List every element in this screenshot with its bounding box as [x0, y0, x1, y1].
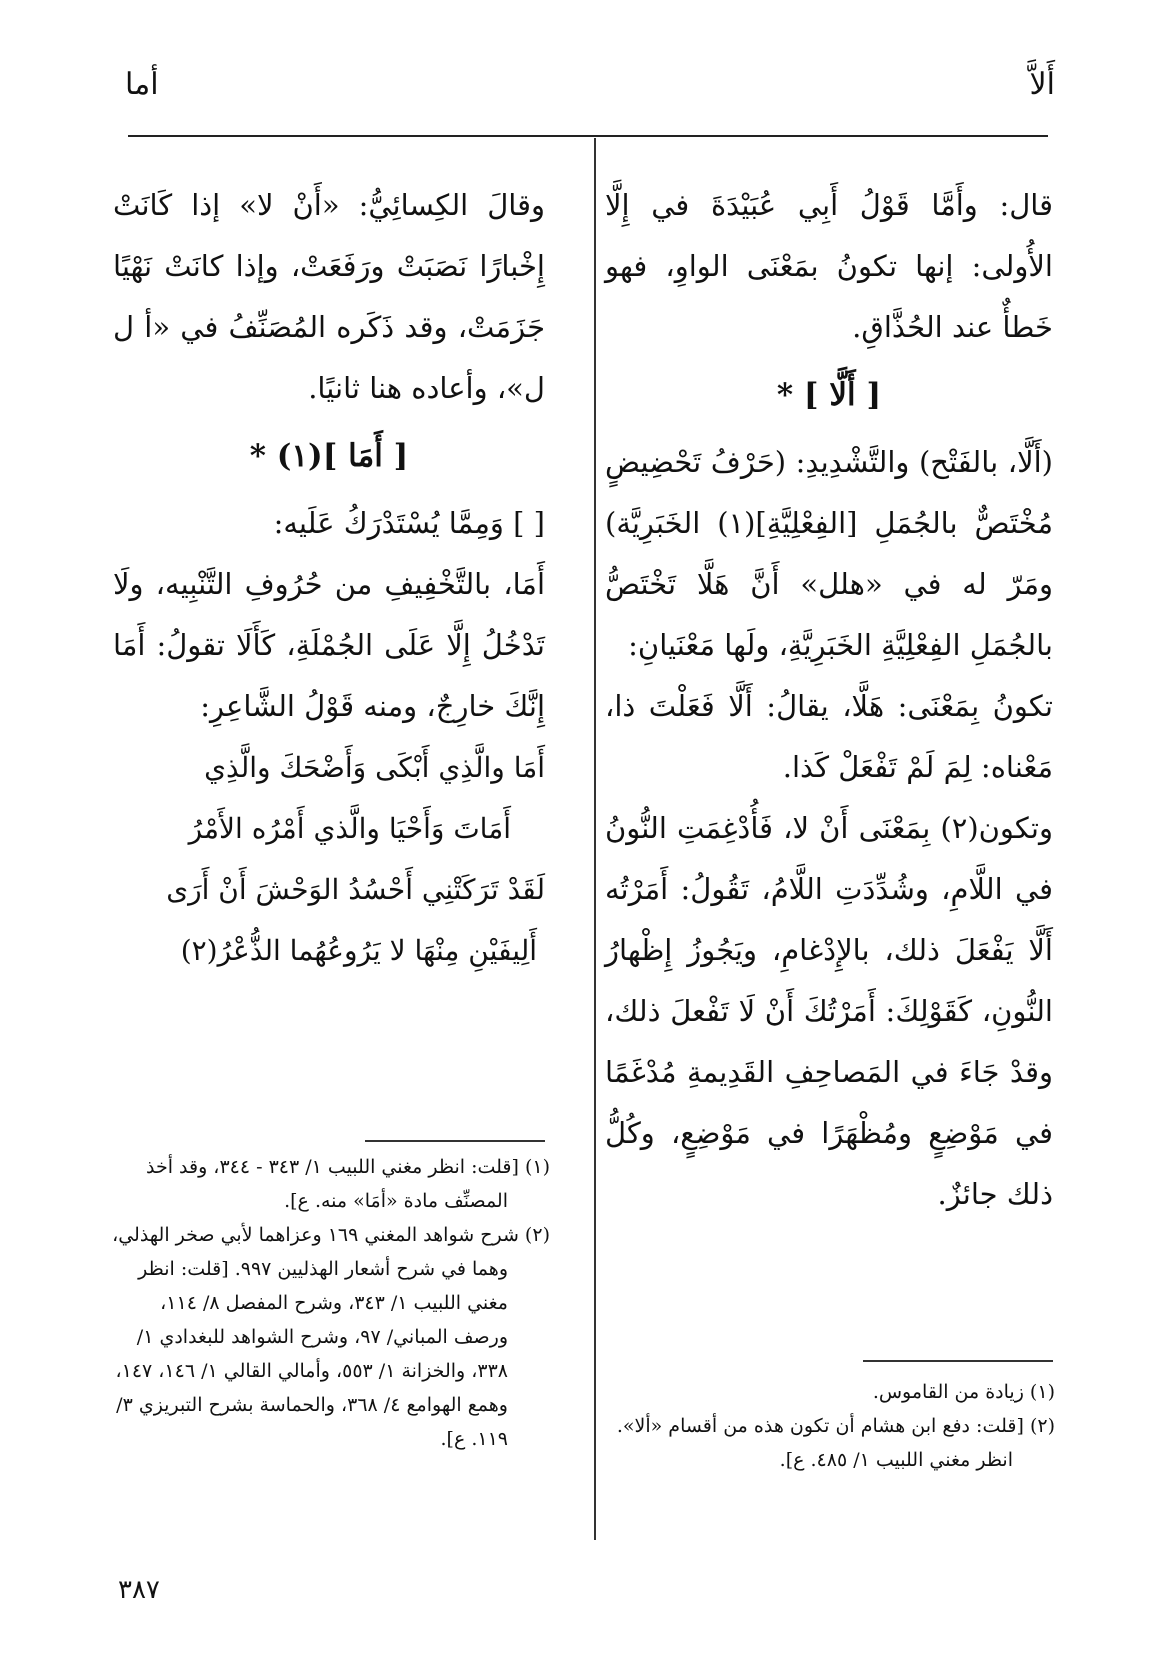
left-intro-paragraph: وقالَ الكِسائِيُّ: «أَنْ لا» إذا كَانَتْ إِخْبارًا نَصَبَتْ ورَفَعَتْ، وإذا كانَتْ نَهْيًا جَزَمَتْ، وقد ذَكَره المُصَنِّفُ في «أ ل ل»، وأعاده هنا ثانيًا. — [113, 188, 545, 405]
footnote: (١) زيادة من القاموس. — [872, 1381, 1055, 1403]
verse-line-1: أَمَا والَّذِي أَبْكَى وَأَضْحَكَ والَّذِي — [204, 751, 545, 784]
verse-line-2: أَمَاتَ وَأَحْيَا والَّذي أَمْرُه الأَمْرُ — [188, 812, 511, 845]
entry-heading-ama: [ أَمَا ](١) * — [249, 438, 409, 474]
right-paragraph-3: وتكون(٢) بِمَعْنَى أَنْ لا، فَأُدْغِمَتِ النُّونُ في اللَّامِ، وشُدِّدَتِ اللَّامُ، تَقُولُ: أَمَرْتُه أَلَّا يَفْعَلَ ذلك، بالإِدْغامِ، ويَجُوزُ إِظْهارُ النُّونِ، كَقَوْلِكَ: أَمَرْتُكَ أَنْ لَا تَفْعلَ ذلك، وقدْ جَاءَ في المَصاحِفِ القَدِيمةِ مُدْغَمًا في مَوْضِعٍ ومُظْهَرًا في مَوْضِعٍ، وكُلُّ ذلك جائزٌ. — [605, 811, 1053, 1211]
left-column — [113, 175, 545, 981]
right-paragraph-2: تكونُ بِمَعْنَى: هَلَّا، يقالُ: أَلَّا فَعَلْتَ ذا، مَعْناه: لِمَ لَمْ تَفْعَلْ كَذا. — [605, 689, 1053, 784]
right-paragraph-1: (أَلَّا، بالفَتْح) والتَّشْدِيدِ: (حَرْفُ تَحْضِيضٍ مُخْتَصٌّ بالجُمَلِ [الفِعْلِيَّةِ](١) الخَبَرِيَّة) ومَرّ له في «هلل» أَنَّ هَلَّا تَخْتَصُّ بالجُمَلِ الفِعْلِيَّةِ الخَبَرِيَّةِ، ولَها مَعْنَيانِ: — [605, 445, 1053, 662]
footnote: (٢) [قلت: دفع ابن هشام أن تكون هذه من أقسام «ألا». انظر مغني اللبيب ١/ ٤٨٥. ع]. — [616, 1415, 1055, 1471]
right-column — [605, 175, 1053, 1225]
page-number: ٣٨٧ — [118, 1575, 160, 1605]
verse-line-4: أَلِيفَيْنِ مِنْهَا لا يَرُوعُهُما الذُّعْرُ(٢) — [180, 934, 537, 967]
footnote-rule-left — [365, 1140, 545, 1142]
column-divider — [594, 138, 596, 1540]
running-header-right: أَلاَّ — [1029, 67, 1055, 102]
footnote: (٢) شرح شواهد المغني ١٦٩ وعزاهما لأبي صخر الهذلي، وهما في شرح أشعار الهذليين ٩٩٧. [قلت: انظر مغني اللبيب ١/ ٣٤٣، وشرح المفصل ٨/ ١١٤، ورصف المباني/ ٩٧، وشرح الشواهد للبغدادي ١/ ٣٣٨، والخزانة ١/ ٥٥٣، وأمالي القالي ١/ ١٤٦، ١٤٧، وهمع الهوامع ٤/ ٣٦٨، والحماسة بشرح التبريزي ٣/ ١١٩. ع]. — [112, 1224, 550, 1450]
header-rule — [128, 135, 1048, 137]
footnotes-left — [110, 1150, 550, 1456]
footnote: (١) [قلت: انظر مغني اللبيب ١/ ٣٤٣ - ٣٤٤، وقد أخذ المصنِّف مادة «أمَا» منه. ع]. — [146, 1156, 550, 1212]
verse-line-3: لَقَدْ تَرَكَتْنِي أَحْسُدُ الوَحْشَ أَنْ أَرَى — [166, 873, 545, 906]
right-intro-paragraph: قال: وأَمَّا قَوْلُ أَبِي عُبَيْدَةَ في إِلَّا الأُولى: إنها تكونُ بمَعْنَى الواوِ، فهو خَطأٌ عند الحُذَّاقِ. — [605, 188, 1053, 344]
entry-heading-alla: [ أَلَّا ] * — [776, 377, 882, 413]
left-paragraph-1: أَمَا، بالتَّخْفِيفِ من حُرُوفِ التَّنْبِيه، ولَا تَدْخُلُ إِلَّا عَلَى الجُمْلَةِ، كَأَلَا تقولُ: أَمَا إِنَّكَ خارِجٌ، ومنه قَوْلُ الشَّاعِرِ: — [113, 567, 545, 723]
footnote-rule-right — [863, 1360, 1053, 1362]
running-header-left: أما — [125, 67, 159, 102]
left-subheading: [ ] وَمِمَّا يُسْتَدْرَكُ عَلَيه: — [273, 506, 545, 540]
footnotes-right — [585, 1375, 1055, 1477]
